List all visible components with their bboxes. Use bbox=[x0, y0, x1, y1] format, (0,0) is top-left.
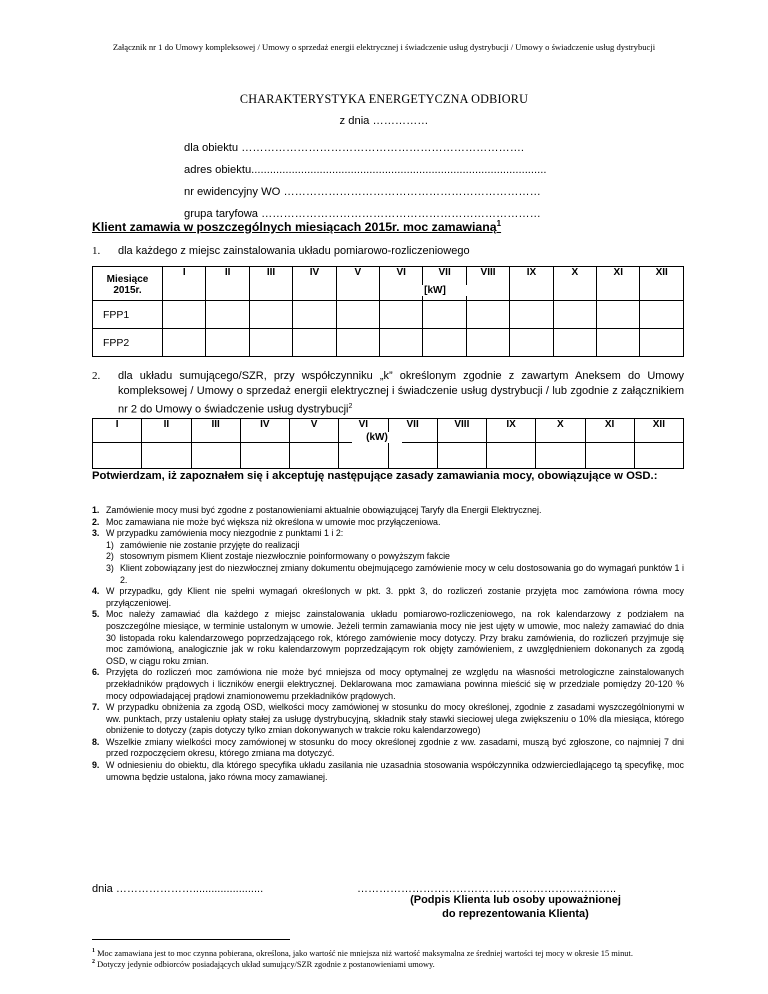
table1-cell[interactable] bbox=[553, 329, 596, 357]
table1-month-header: X bbox=[553, 267, 596, 301]
table1-cell[interactable] bbox=[206, 329, 249, 357]
rule-item bbox=[92, 760, 684, 783]
table1-unit: [kW] bbox=[400, 285, 470, 296]
field-object[interactable]: dla obiektu …………………………………………………………………. bbox=[184, 142, 525, 154]
section-heading bbox=[92, 219, 501, 234]
table2-month-header: IV bbox=[240, 419, 289, 443]
table2-cell[interactable] bbox=[142, 443, 191, 469]
subitem-number: 1) bbox=[106, 539, 114, 550]
section-2-text: dla układu sumującego/SZR, przy współczynniku „k” określonym zgodnie z zawartym Aneksem do Umowy kompleksowej / Umowy o sprzedaż energii elektrycznej i świadczenie usług dystrybucji / lub zgodnie z załącznikiem nr 2 do Umowy o świadczenie usług dystrybucji bbox=[118, 370, 684, 416]
rule-item bbox=[92, 609, 684, 667]
rule-number: 6. bbox=[92, 667, 100, 678]
subitem-number: 2) bbox=[106, 551, 114, 562]
section-1-number: 1. bbox=[92, 245, 101, 257]
table2-month-header: VIII bbox=[437, 419, 486, 443]
rule-text: W przypadku, gdy Klient nie spełni wymagań określonych w pkt. 3. ppkt 3, do rozliczeń zostanie przyjęta moc zamówiona równa mocy przyłączeniowej. bbox=[106, 586, 684, 608]
table1-month-header: IV bbox=[293, 267, 336, 301]
table1-month-label: VI bbox=[396, 267, 406, 278]
table1-row-label: FPP2 bbox=[93, 329, 163, 357]
table1-cell[interactable] bbox=[423, 329, 466, 357]
rule-text: W odniesieniu do obiektu, dla którego specyfika układu zasilania nie uzasadnia stosowania współczynnika odzwierciedlającego tą specyfikę, moc umowna będzie ustalona, jako równa mocy zamawianej. bbox=[106, 760, 684, 782]
rule-number: 1. bbox=[92, 505, 100, 515]
table1-cell[interactable] bbox=[249, 301, 292, 329]
rule-item bbox=[92, 667, 684, 702]
footnote-1 bbox=[92, 948, 633, 958]
section-1 bbox=[92, 245, 470, 257]
table1-month-header: IX bbox=[510, 267, 553, 301]
rule-text: Moc zamawiana nie może być większa niż określona w umowie moc przyłączeniowa. bbox=[106, 516, 441, 527]
table1-cell[interactable] bbox=[510, 301, 553, 329]
field-wo-number[interactable]: nr ewidencyjny WO …………………………………………………………… bbox=[184, 186, 541, 198]
table2-month-header: II bbox=[142, 419, 191, 443]
rules-list bbox=[92, 505, 684, 783]
rule-number: 5. bbox=[92, 609, 100, 620]
table2-month-header: VI bbox=[339, 419, 388, 443]
rule-number: 2. bbox=[92, 516, 100, 527]
rule-text: Zamówienie mocy musi być zgodne z postanowieniami aktualnie obowiązującej Taryfy dla Energii Elektrycznej. bbox=[106, 505, 542, 515]
signature-line[interactable]: …………………………………………………………….. bbox=[357, 883, 617, 895]
table2-month-header: XI bbox=[585, 419, 634, 443]
table1-month-header: V bbox=[336, 267, 379, 301]
table1-cell[interactable] bbox=[423, 301, 466, 329]
table1-cell[interactable] bbox=[206, 301, 249, 329]
table1-cell[interactable] bbox=[553, 301, 596, 329]
rule-item bbox=[92, 528, 684, 540]
rule-item bbox=[92, 737, 684, 760]
table-summing-system bbox=[92, 418, 684, 469]
signature-caption bbox=[357, 893, 674, 921]
signature-caption-line-2: do reprezentowania Klienta) bbox=[442, 908, 589, 920]
rule-subitem bbox=[92, 551, 684, 563]
rule-number: 4. bbox=[92, 586, 100, 597]
rule-text: Moc należy zamawiać dla każdego z miejsc zainstalowania układu pomiarowo-rozliczeniowego, na rok kalendarzowy z podziałem na poszczególne miesiące, w terminie ustalonym w umowie. Jeżeli termin zamawiania mocy nie jest ujęty w umowie, moc należy zamawiać do dnia 30 listopada roku kalendarzowego poprzedzającego rok, którego zamówienie mocy dotyczy. Przy braku zamówienia, do rozliczeń przyjmuje się moc zamówioną, analogicznie jak w roku kalendarzowym poprzedzającym rok objęty zamówieniem, z uwzględnieniem dokonanych za zgodą OSD, w ciągu roku zmian. bbox=[106, 609, 684, 666]
table1-cell[interactable] bbox=[380, 329, 423, 357]
rule-number: 8. bbox=[92, 736, 100, 747]
field-tariff-group[interactable]: grupa taryfowa ………………………………………………………………… bbox=[184, 208, 541, 220]
footnote-1-text: Moc zamawiana jest to moc czynna pobierana, określona, jako wartość nie mniejsza niż wartość maksymalna ze średniej wartości tej mocy w okresie 15 minut. bbox=[97, 948, 633, 958]
table1-cell[interactable] bbox=[293, 329, 336, 357]
footnote-ref-2: 2 bbox=[348, 403, 353, 410]
table1-cell[interactable] bbox=[336, 329, 379, 357]
rule-text: W przypadku obniżenia za zgodą OSD, wielkości mocy zamówionej w stosunku do mocy określonej, zgodnie z zasadami wyszczególnionymi w ww. punktach, przy ustaleniu opłaty stałej za usługę dystrybucyjną, składnik stały stawki sieciowej ulega zwiększeniu o 10% dla miesiąca, którego obniżenie to dotyczy (zapis dotyczy tylko zmian dokonywanych w trakcie roku kalendarzowego) bbox=[106, 702, 684, 736]
table1-cell[interactable] bbox=[466, 301, 509, 329]
table1-corner-label: Miesiące 2015r. bbox=[93, 267, 163, 301]
table2-cell[interactable] bbox=[487, 443, 536, 469]
table1-cell[interactable] bbox=[640, 329, 684, 357]
subitem-text: zamówienie nie zostanie przyjęte do realizacji bbox=[120, 539, 300, 550]
table2-cell[interactable] bbox=[585, 443, 634, 469]
table2-cell[interactable] bbox=[437, 443, 486, 469]
rule-item bbox=[92, 702, 684, 737]
table2-month-header: VII bbox=[388, 419, 437, 443]
rule-item bbox=[92, 505, 684, 517]
signature-caption-line-1: (Podpis Klienta lub osoby upoważnionej bbox=[410, 894, 621, 906]
footnote-1-number: 1 bbox=[92, 948, 95, 954]
table1-month-header: I bbox=[163, 267, 206, 301]
table2-month-header: III bbox=[191, 419, 240, 443]
table2-month-header: IX bbox=[487, 419, 536, 443]
table1-cell[interactable] bbox=[380, 301, 423, 329]
table2-unit: (kW) bbox=[352, 432, 402, 443]
rule-item bbox=[92, 586, 684, 609]
table1-cell[interactable] bbox=[163, 329, 206, 357]
rule-number: 7. bbox=[92, 702, 100, 713]
table1-month-header: VIII bbox=[466, 267, 509, 301]
table1-cell[interactable] bbox=[597, 301, 640, 329]
table1-cell[interactable] bbox=[597, 329, 640, 357]
footnote-2 bbox=[92, 959, 435, 969]
footnote-separator bbox=[92, 939, 290, 940]
section-1-text: dla każdego z miejsc zainstalowania układu pomiarowo-rozliczeniowego bbox=[118, 245, 470, 257]
table-meter-points bbox=[92, 266, 684, 357]
table1-month-header: XII bbox=[640, 267, 684, 301]
section-2-number: 2. bbox=[92, 370, 101, 382]
subitem-text: Klient zobowiązany jest do niezwłocznej zmiany dokumentu obejmującego zamówienie mocy w celu dostosowania go do wymagań punktów 1 i 2. bbox=[120, 562, 684, 585]
table1-cell[interactable] bbox=[249, 329, 292, 357]
table2-cell[interactable] bbox=[290, 443, 339, 469]
table2-cell[interactable] bbox=[339, 443, 388, 469]
table2-month-header: V bbox=[290, 419, 339, 443]
subitem-number: 3) bbox=[106, 562, 114, 573]
table2-month-header: I bbox=[93, 419, 142, 443]
table1-cell[interactable] bbox=[163, 301, 206, 329]
rule-number: 9. bbox=[92, 760, 100, 771]
date-line: z dnia …………… bbox=[339, 115, 429, 127]
table1-row-label: FPP1 bbox=[93, 301, 163, 329]
confirmation-statement: Potwierdzam, iż zapoznałem się i akceptuję następujące zasady zamawiania mocy, obowiązujące w OSD.: bbox=[92, 470, 658, 482]
table1-month-header: III bbox=[249, 267, 292, 301]
rule-item bbox=[92, 517, 684, 529]
rule-text: W przypadku zamówienia mocy niezgodnie z punktami 1 i 2: bbox=[106, 528, 344, 539]
table1-month-header: II bbox=[206, 267, 249, 301]
table1-cell[interactable] bbox=[640, 301, 684, 329]
section-2 bbox=[92, 369, 684, 418]
document-header: Załącznik nr 1 do Umowy kompleksowej / Umowy o sprzedaż energii elektrycznej i świadczenie usług dystrybucji / Umowy o świadczenie usług dystrybucji bbox=[112, 42, 656, 52]
subitem-text: stosownym pismem Klient zostaje niezwłocznie poinformowany o powyższym fakcie bbox=[120, 551, 450, 562]
table2-month-header: X bbox=[536, 419, 585, 443]
field-address[interactable]: adres obiektu............................................................................................... bbox=[184, 164, 547, 176]
table1-month-label: VII bbox=[438, 267, 451, 278]
table2-cell[interactable] bbox=[536, 443, 585, 469]
rule-subitem bbox=[92, 540, 684, 552]
table2-cell[interactable] bbox=[93, 443, 142, 469]
table1-cell[interactable] bbox=[510, 329, 553, 357]
table2-cell[interactable] bbox=[388, 443, 437, 469]
rule-subitem bbox=[92, 563, 684, 586]
table1-cell[interactable] bbox=[466, 329, 509, 357]
rule-text: Wszelkie zmiany wielkości mocy zamówionej w stosunku do mocy określonej zgodnie z ww. zasadami, muszą być zgłoszone, co najmniej 7 dni przed rozpoczęciem okresu, którego zmiana ma dotyczyć. bbox=[106, 736, 684, 759]
table1-month-header: XI bbox=[597, 267, 640, 301]
rule-text: Przyjęta do rozliczeń moc zamówiona nie może być mniejsza od mocy optymalnej ze względu na własności metrologiczne zainstalowanych przekładników prądowych i liczników energii elektrycznej. Deklarowana moc zamawiana powinna mieścić się w przedziale pomiędzy 20-120 % mocy odpowiadającej prądowi znamionowemu przekładników prądowych. bbox=[106, 667, 684, 701]
table1-cell[interactable] bbox=[336, 301, 379, 329]
rule-number: 3. bbox=[92, 528, 100, 539]
document-title: CHARAKTERYSTYKA ENERGETYCZNA ODBIORU bbox=[239, 92, 529, 106]
table1-cell[interactable] bbox=[293, 301, 336, 329]
signature-date-field[interactable]: dnia …………………....................... bbox=[92, 883, 264, 895]
table2-cell[interactable] bbox=[191, 443, 240, 469]
table2-cell[interactable] bbox=[240, 443, 289, 469]
section-heading-text: Klient zamawia w poszczególnych miesiącach 2015r. moc zamawianą bbox=[92, 220, 497, 235]
footnote-ref-1: 1 bbox=[496, 219, 502, 228]
table2-month-header: XII bbox=[634, 419, 683, 443]
footnote-2-text: Dotyczy jedynie odbiorców posiadających układ sumujący/SZR zgodnie z postanowieniami umowy. bbox=[97, 959, 435, 969]
table2-cell[interactable] bbox=[634, 443, 683, 469]
footnote-2-number: 2 bbox=[92, 959, 95, 965]
